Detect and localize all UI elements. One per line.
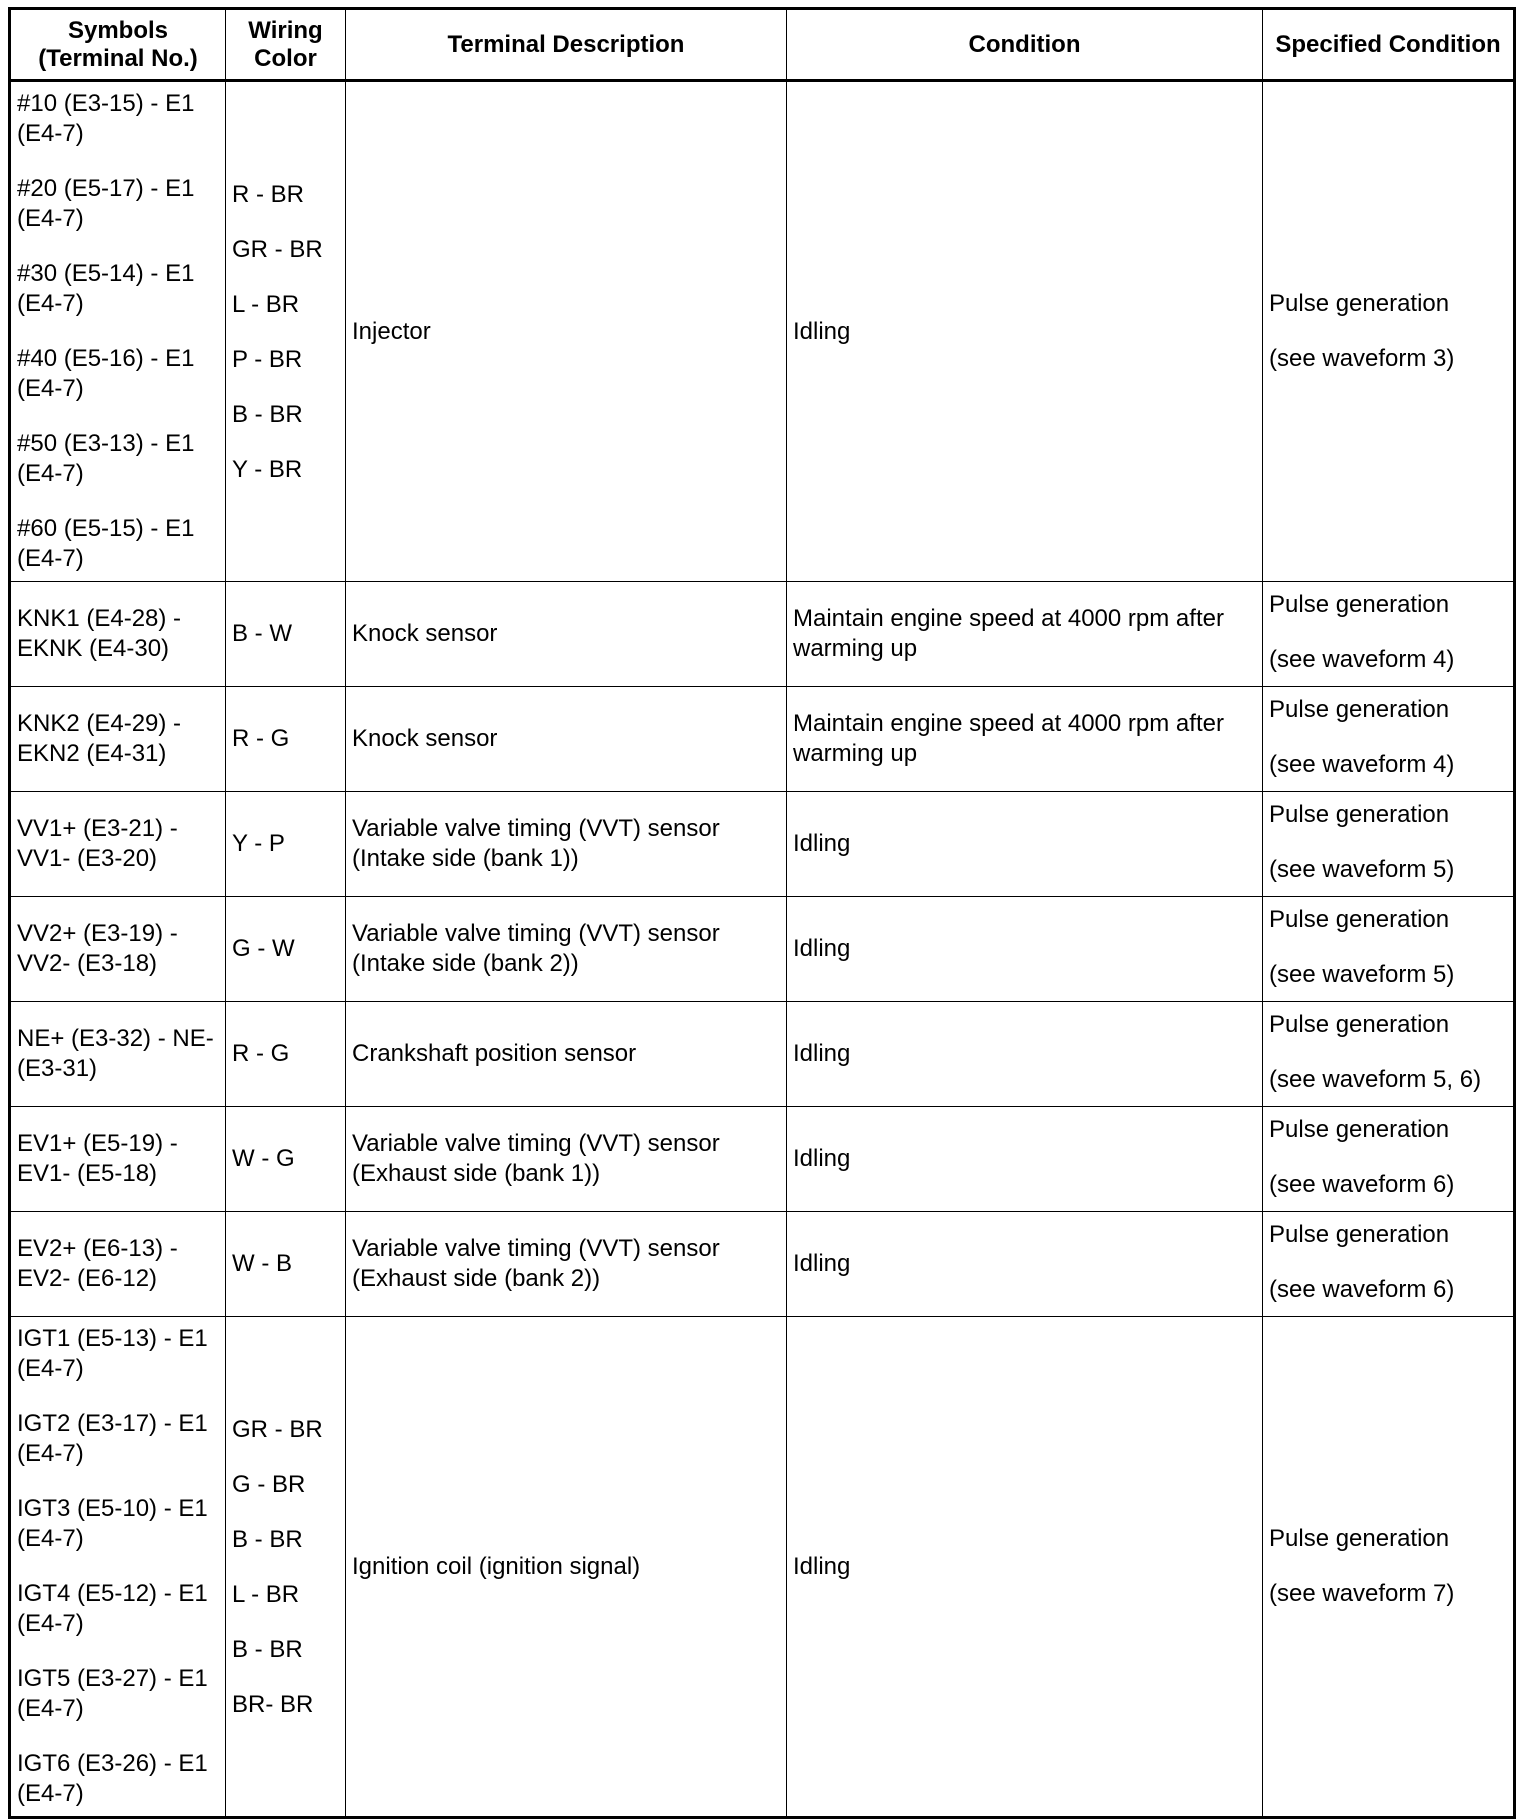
symbol-pair: #40 (E5-16) - E1 (E4-7) [17,345,195,402]
symbol-pair: #30 (E5-14) - E1 (E4-7) [17,260,195,317]
cell-symbols [10,1317,226,1818]
table-row-vv1 [10,792,1515,897]
table-row-ev2 [10,1212,1515,1317]
cell-description: Ignition coil (ignition signal) [346,1317,787,1818]
cell-condition: Idling [787,1002,1263,1107]
cell-condition: Maintain engine speed at 4000 rpm after warming up [787,582,1263,687]
wiring-color: GR - BR [232,235,323,263]
table-row-injector [10,81,1515,582]
cell-condition: Idling [787,81,1263,582]
terminal-table-container [8,7,1513,1819]
cell-wiring: R - G [226,687,346,792]
symbol-pair: IGT3 (E5-10) - E1 (E4-7) [17,1495,208,1552]
cell-wiring: G - W [226,897,346,1002]
cell-symbols: KNK1 (E4-28) - EKNK (E4-30) [10,582,226,687]
table-row-igt [10,1317,1515,1818]
cell-specified [1263,81,1515,582]
cell-wiring: B - W [226,582,346,687]
table-row-ne [10,1002,1515,1107]
cell-symbols: KNK2 (E4-29) - EKN2 (E4-31) [10,687,226,792]
symbol-pair: IGT4 (E5-12) - E1 (E4-7) [17,1580,208,1637]
specified-line1: Pulse generation [1269,290,1450,317]
header-symbols [10,9,226,81]
cell-wiring: R - G [226,1002,346,1107]
cell-specified: Pulse generation (see waveform 7) [1263,1317,1515,1818]
symbol-pair: #60 (E5-15) - E1 (E4-7) [17,515,195,572]
wiring-color: P - BR [232,345,303,373]
cell-description: Injector [346,81,787,582]
header-wiring-line2: Color [254,44,317,72]
cell-symbols: EV2+ (E6-13) - EV2- (E6-12) [10,1212,226,1317]
symbol-pair: IGT1 (E5-13) - E1 (E4-7) [17,1325,208,1382]
cell-condition: Idling [787,1212,1263,1317]
header-symbols-line1: Symbols [67,16,169,44]
header-row [10,9,1515,81]
wiring-color: B - BR [232,1525,303,1553]
wiring-color: BR- BR [232,1690,314,1718]
cell-symbols: VV1+ (E3-21) - VV1- (E3-20) [10,792,226,897]
cell-description: Variable valve timing (VVT) sensor (Intake side (bank 1)) [346,792,787,897]
header-condition: Condition [787,9,1263,81]
wiring-color: G - BR [232,1470,306,1498]
cell-specified: Pulse generation (see waveform 5, 6) [1263,1002,1515,1107]
cell-wiring [226,1317,346,1818]
header-symbols-line2: (Terminal No.) [38,44,198,72]
cell-symbols: NE+ (E3-32) - NE- (E3-31) [10,1002,226,1107]
cell-symbols: EV1+ (E5-19) - EV1- (E5-18) [10,1107,226,1212]
cell-description: Crankshaft position sensor [346,1002,787,1107]
cell-description: Variable valve timing (VVT) sensor (Intake side (bank 2)) [346,897,787,1002]
wiring-color: B - BR [232,400,303,428]
symbol-pair: #10 (E3-15) - E1 (E4-7) [17,90,195,147]
cell-wiring: W - G [226,1107,346,1212]
cell-condition: Idling [787,792,1263,897]
cell-description: Knock sensor [346,687,787,792]
cell-condition: Maintain engine speed at 4000 rpm after warming up [787,687,1263,792]
table-row-vv2 [10,897,1515,1002]
cell-specified: Pulse generation (see waveform 5) [1263,897,1515,1002]
symbol-pair: IGT6 (E3-26) - E1 (E4-7) [17,1750,208,1807]
header-wiring [226,9,346,81]
cell-symbols [10,81,226,582]
table-row-knk2 [10,687,1515,792]
symbol-pair: IGT5 (E3-27) - E1 (E4-7) [17,1665,208,1722]
cell-specified: Pulse generation (see waveform 6) [1263,1212,1515,1317]
cell-symbols: VV2+ (E3-19) - VV2- (E3-18) [10,897,226,1002]
ecm-terminal-table [8,7,1516,1819]
table-row-ev1 [10,1107,1515,1212]
header-description: Terminal Description [346,9,787,81]
cell-description: Variable valve timing (VVT) sensor (Exhaust side (bank 1)) [346,1107,787,1212]
wiring-color: Y - BR [232,455,303,483]
wiring-color: R - BR [232,180,304,208]
table-row-knk1 [10,582,1515,687]
cell-specified: Pulse generation (see waveform 6) [1263,1107,1515,1212]
cell-description: Knock sensor [346,582,787,687]
cell-wiring: Y - P [226,792,346,897]
symbol-pair: #20 (E5-17) - E1 (E4-7) [17,175,195,232]
specified-line2: (see waveform 3) [1269,345,1455,372]
cell-specified: Pulse generation (see waveform 4) [1263,582,1515,687]
header-specified: Specified Condition [1263,9,1515,81]
wiring-color: GR - BR [232,1415,323,1443]
cell-condition: Idling [787,897,1263,1002]
cell-condition: Idling [787,1107,1263,1212]
cell-specified: Pulse generation (see waveform 5) [1263,792,1515,897]
symbol-pair: IGT2 (E3-17) - E1 (E4-7) [17,1410,208,1467]
wiring-color: L - BR [232,1580,300,1608]
wiring-color: L - BR [232,290,300,318]
cell-description: Variable valve timing (VVT) sensor (Exhaust side (bank 2)) [346,1212,787,1317]
symbol-pair: #50 (E3-13) - E1 (E4-7) [17,430,195,487]
wiring-color: B - BR [232,1635,303,1663]
cell-wiring: W - B [226,1212,346,1317]
cell-wiring [226,81,346,582]
header-wiring-line1: Wiring [248,16,323,44]
cell-specified: Pulse generation (see waveform 4) [1263,687,1515,792]
cell-condition: Idling [787,1317,1263,1818]
